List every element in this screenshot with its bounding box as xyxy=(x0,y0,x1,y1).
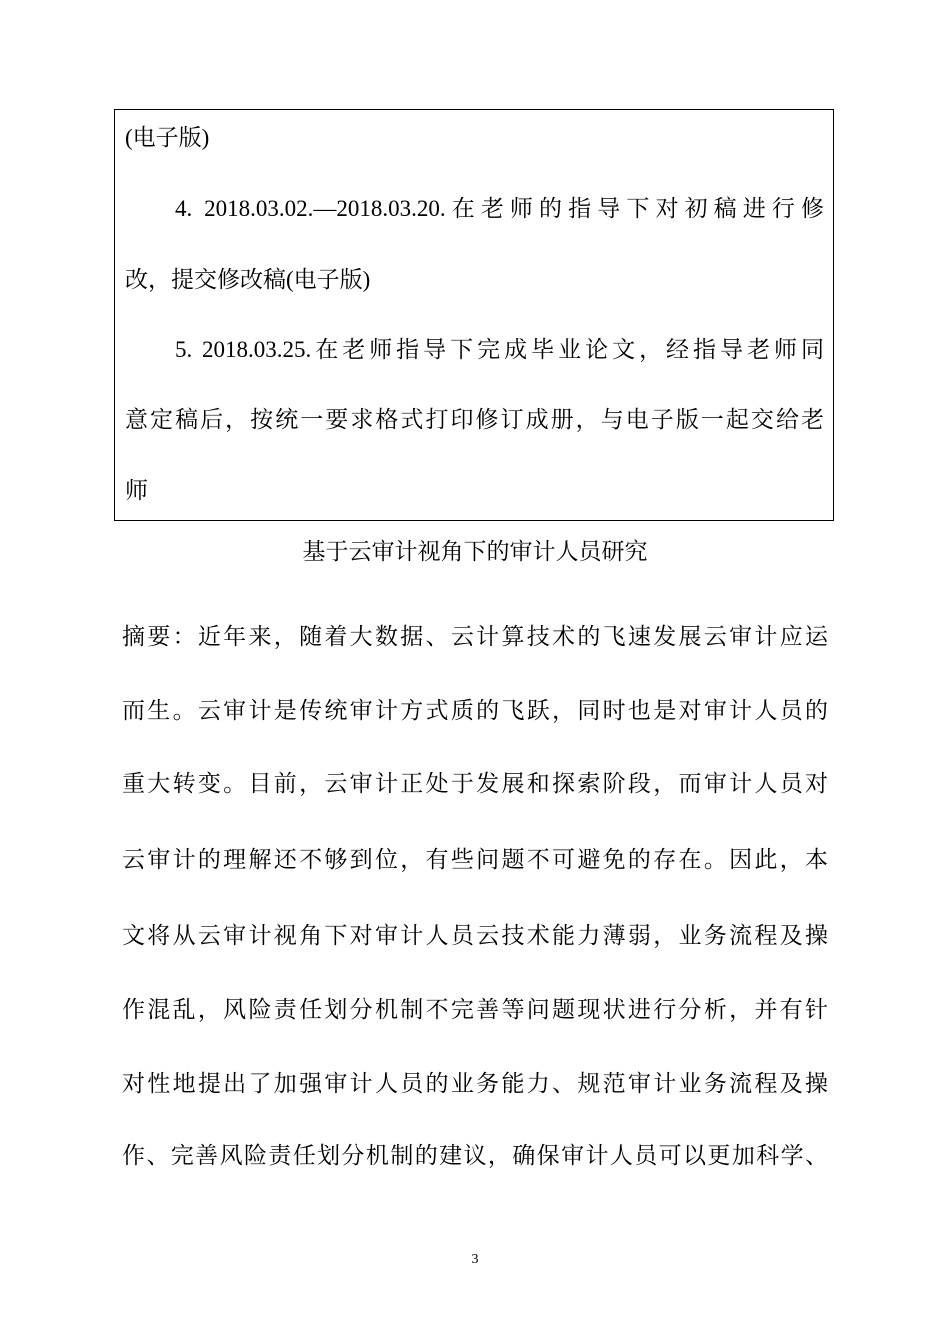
schedule-line: 4. 2018.03.02.—2018.03.20.在老师的指导下对初稿进行修 xyxy=(175,196,824,221)
abstract-line: 文将从云审计视角下对审计人员云技术能力薄弱，业务流程及操 xyxy=(122,923,828,949)
abstract-line: 作混乱，风险责任划分机制不完善等问题现状进行分析，并有针 xyxy=(122,997,828,1023)
abstract-line: 对性地提出了加强审计人员的业务能力、规范审计业务流程及操 xyxy=(122,1071,828,1097)
abstract-line: 云审计的理解还不够到位，有些问题不可避免的存在。因此，本 xyxy=(122,847,828,873)
schedule-line: 师 xyxy=(125,478,148,503)
schedule-box xyxy=(114,109,834,521)
abstract-line: 摘要：近年来，随着大数据、云计算技术的飞速发展云审计应运 xyxy=(122,624,828,650)
abstract-line: 而生。云审计是传统审计方式质的飞跃，同时也是对审计人员的 xyxy=(122,698,828,724)
schedule-line: (电子版) xyxy=(125,125,210,150)
schedule-line: 改，提交修改稿(电子版) xyxy=(125,267,371,292)
abstract-line: 作、完善风险责任划分机制的建议，确保审计人员可以更加科学、 xyxy=(122,1143,828,1169)
paper-title: 基于云审计视角下的审计人员研究 xyxy=(302,539,648,564)
schedule-line: 5. 2018.03.25.在老师指导下完成毕业论文，经指导老师同 xyxy=(175,337,824,362)
schedule-line: 意定稿后，按统一要求格式打印修订成册，与电子版一起交给老 xyxy=(125,407,824,432)
abstract-line: 重大转变。目前，云审计正处于发展和探索阶段，而审计人员对 xyxy=(122,771,828,797)
page-number: 3 xyxy=(471,1252,479,1267)
